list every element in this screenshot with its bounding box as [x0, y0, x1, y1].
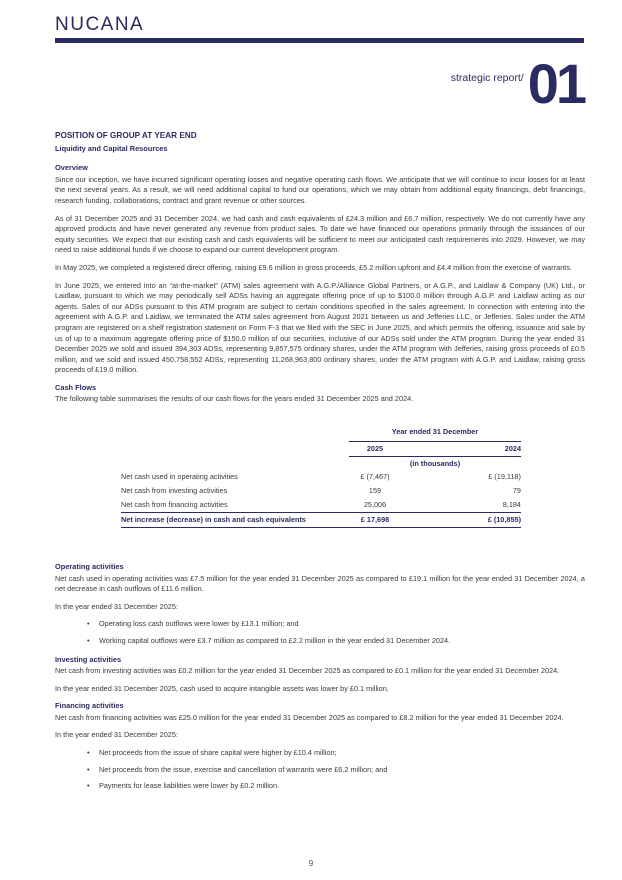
section-number: 01 — [527, 52, 584, 115]
table-col-2024: 2024 — [421, 442, 521, 457]
total-label: Net increase (decrease) in cash and cash equivalents — [121, 513, 349, 528]
row-value-2025: 25,006 — [363, 499, 387, 509]
row-value-2024: 79 — [512, 486, 521, 496]
list-item: • Operating loss cash outflows were lower by £13.1 million; and — [99, 619, 585, 630]
row-label: Net cash from financing activities — [121, 499, 228, 509]
total-value-2024: £ (10,855) — [421, 513, 521, 528]
header-rule — [55, 38, 584, 43]
operating-bullets — [55, 619, 585, 646]
table-group-header: Year ended 31 December — [349, 425, 521, 442]
main-content — [55, 131, 585, 800]
cash-flows-intro: The following table summarises the results of our cash flows for the years ended 31 December 2025 and 2024. — [55, 394, 414, 404]
overview-paragraph: In May 2025, we completed a registered direct offering, raising £9.6 million in gross proceeds, £5.2 million upfront and £4.4 million from the exercise of warrants. — [55, 262, 572, 272]
row-label: Net cash from investing activities — [121, 486, 228, 496]
section-tag — [450, 52, 584, 115]
overview-paragraph: In June 2025, we entered into an “at-the-market” (ATM) sales agreement with A.G.P./Alliance Global Partners, or A.G.P., and Laidlaw & Company (UK) Ltd., or Laidlaw, pursuant to which we may periodically sell ADSs having an aggregate offering price of up to $100.0 million through A.G.P. and Laidlaw acting as our agents. Sales of our ADSs pursuant to this ATM program are subject to certain conditions specified in the sales agreement. In connection with entering into the agreement with A.G.P. and Laidlaw, we terminated the ATM sales agreement from August 2021 between us and Jefferies LLC, or Jefferies. Sales under the ATM program are registered on a shelf registration statement on Form F-3 that we filed with the SEC in June 2025, and which permits the offering, issuance and sale by us of up to a maximum aggregate offering price of $150.0 million of our securities, inclusive of our ADSs sold under the ATM program. During the year ended 31 December 2025 we sold and issued 394,303 ADSs, representing 9,857,575 ordinary shares, under the ATM program with Jefferies, raising gross proceeds of £0.5 million, and we sold and issued 450,758,552 ADSs, representing 11,268,963,800 ordinary shares, under the ATM program with A.G.P. and Laidlaw, raising gross proceeds of £19.0 million. — [55, 280, 585, 375]
list-item: • Net proceeds from the issue of share capital were higher by £10.4 million; — [99, 748, 585, 759]
overview-heading: Overview — [55, 163, 88, 173]
financing-bullets — [55, 748, 585, 792]
row-value-2025: £ (7,467) — [360, 472, 390, 482]
total-value-2025: £ 17,698 — [349, 513, 401, 528]
operating-heading: Operating activities — [55, 561, 124, 571]
list-item: • Net proceeds from the issue, exercise and cancellation of warrants were £6.2 million; and — [99, 765, 585, 776]
cash-flows-heading: Cash Flows — [55, 382, 97, 392]
company-logo: NUCANA — [55, 14, 145, 35]
operating-text: Net cash used in operating activities was £7.5 million for the year ended 31 December 2025 as compared to £19.1 million for the year ended 31 December 2024, a net decrease in cash outflows of £11.6 million. — [55, 573, 585, 594]
overview-paragraph: Since our inception, we have incurred significant operating losses and negative operating cash flows. We anticipate that we will continue to incur losses for at least the next several years. As a result, we will need additional capital to fund our operations, which we may obtain from additional equity financings, debt financings, research funding, collaborations, contract and grant revenue or other sources. — [55, 174, 585, 205]
table-row — [121, 485, 521, 499]
investing-heading: Investing activities — [55, 654, 122, 664]
overview-paragraph: As of 31 December 2025 and 31 December 2024, we had cash and cash equivalents of £24.3 million and £6.7 million, respectively. We do not currently have any approved products and have never generated any revenue from product sales. To date we have financed our operations primarily through the issuances of our equity securities. We expect that our existing cash and cash equivalents will be sufficient to meet our anticipated cash requirements into 2029. However, we may need to raise additional funds if we choose to expand our current development program. — [55, 213, 585, 255]
financing-lead: In the year ended 31 December 2025: — [55, 730, 178, 740]
financing-heading: Financing activities — [55, 701, 124, 711]
financing-text: Net cash from financing activities was £25.0 million for the year ended 31 December 2025 as compared to £8.2 million for the year ended 31 December 2024. — [55, 712, 564, 722]
investing-text: Net cash from investing activities was £0.2 million for the year ended 31 December 2025 as compared to £0.1 million for the year ended 31 December 2024. — [55, 666, 560, 676]
list-item: • Working capital outflows were £3.7 million as compared to £2.2 million in the year ended 31 December 2024. — [99, 636, 585, 647]
row-value-2025: 159 — [368, 486, 382, 496]
operating-lead: In the year ended 31 December 2025: — [55, 601, 178, 611]
table-row — [121, 498, 521, 512]
table-total-row — [121, 513, 521, 528]
page-subtitle: Liquidity and Capital Resources — [55, 143, 168, 153]
table-row — [121, 471, 521, 485]
row-value-2024: £ (19,118) — [488, 472, 521, 482]
section-label: strategic report/ — [450, 72, 524, 84]
row-label: Net cash used in operating activities — [121, 472, 238, 482]
list-item: • Payments for lease liabilities were lower by £0.2 million. — [99, 781, 585, 792]
table-unit: (in thousands) — [409, 458, 461, 468]
page-number: 9 — [308, 859, 314, 868]
cash-flows-table — [121, 425, 521, 528]
row-value-2024: 8,184 — [502, 499, 521, 509]
investing-note: In the year ended 31 December 2025, cash used to acquire intangible assets was lower by £0.1 million. — [55, 683, 389, 693]
table-col-2025: 2025 — [349, 442, 401, 457]
page-title: POSITION OF GROUP AT YEAR END — [55, 131, 197, 140]
